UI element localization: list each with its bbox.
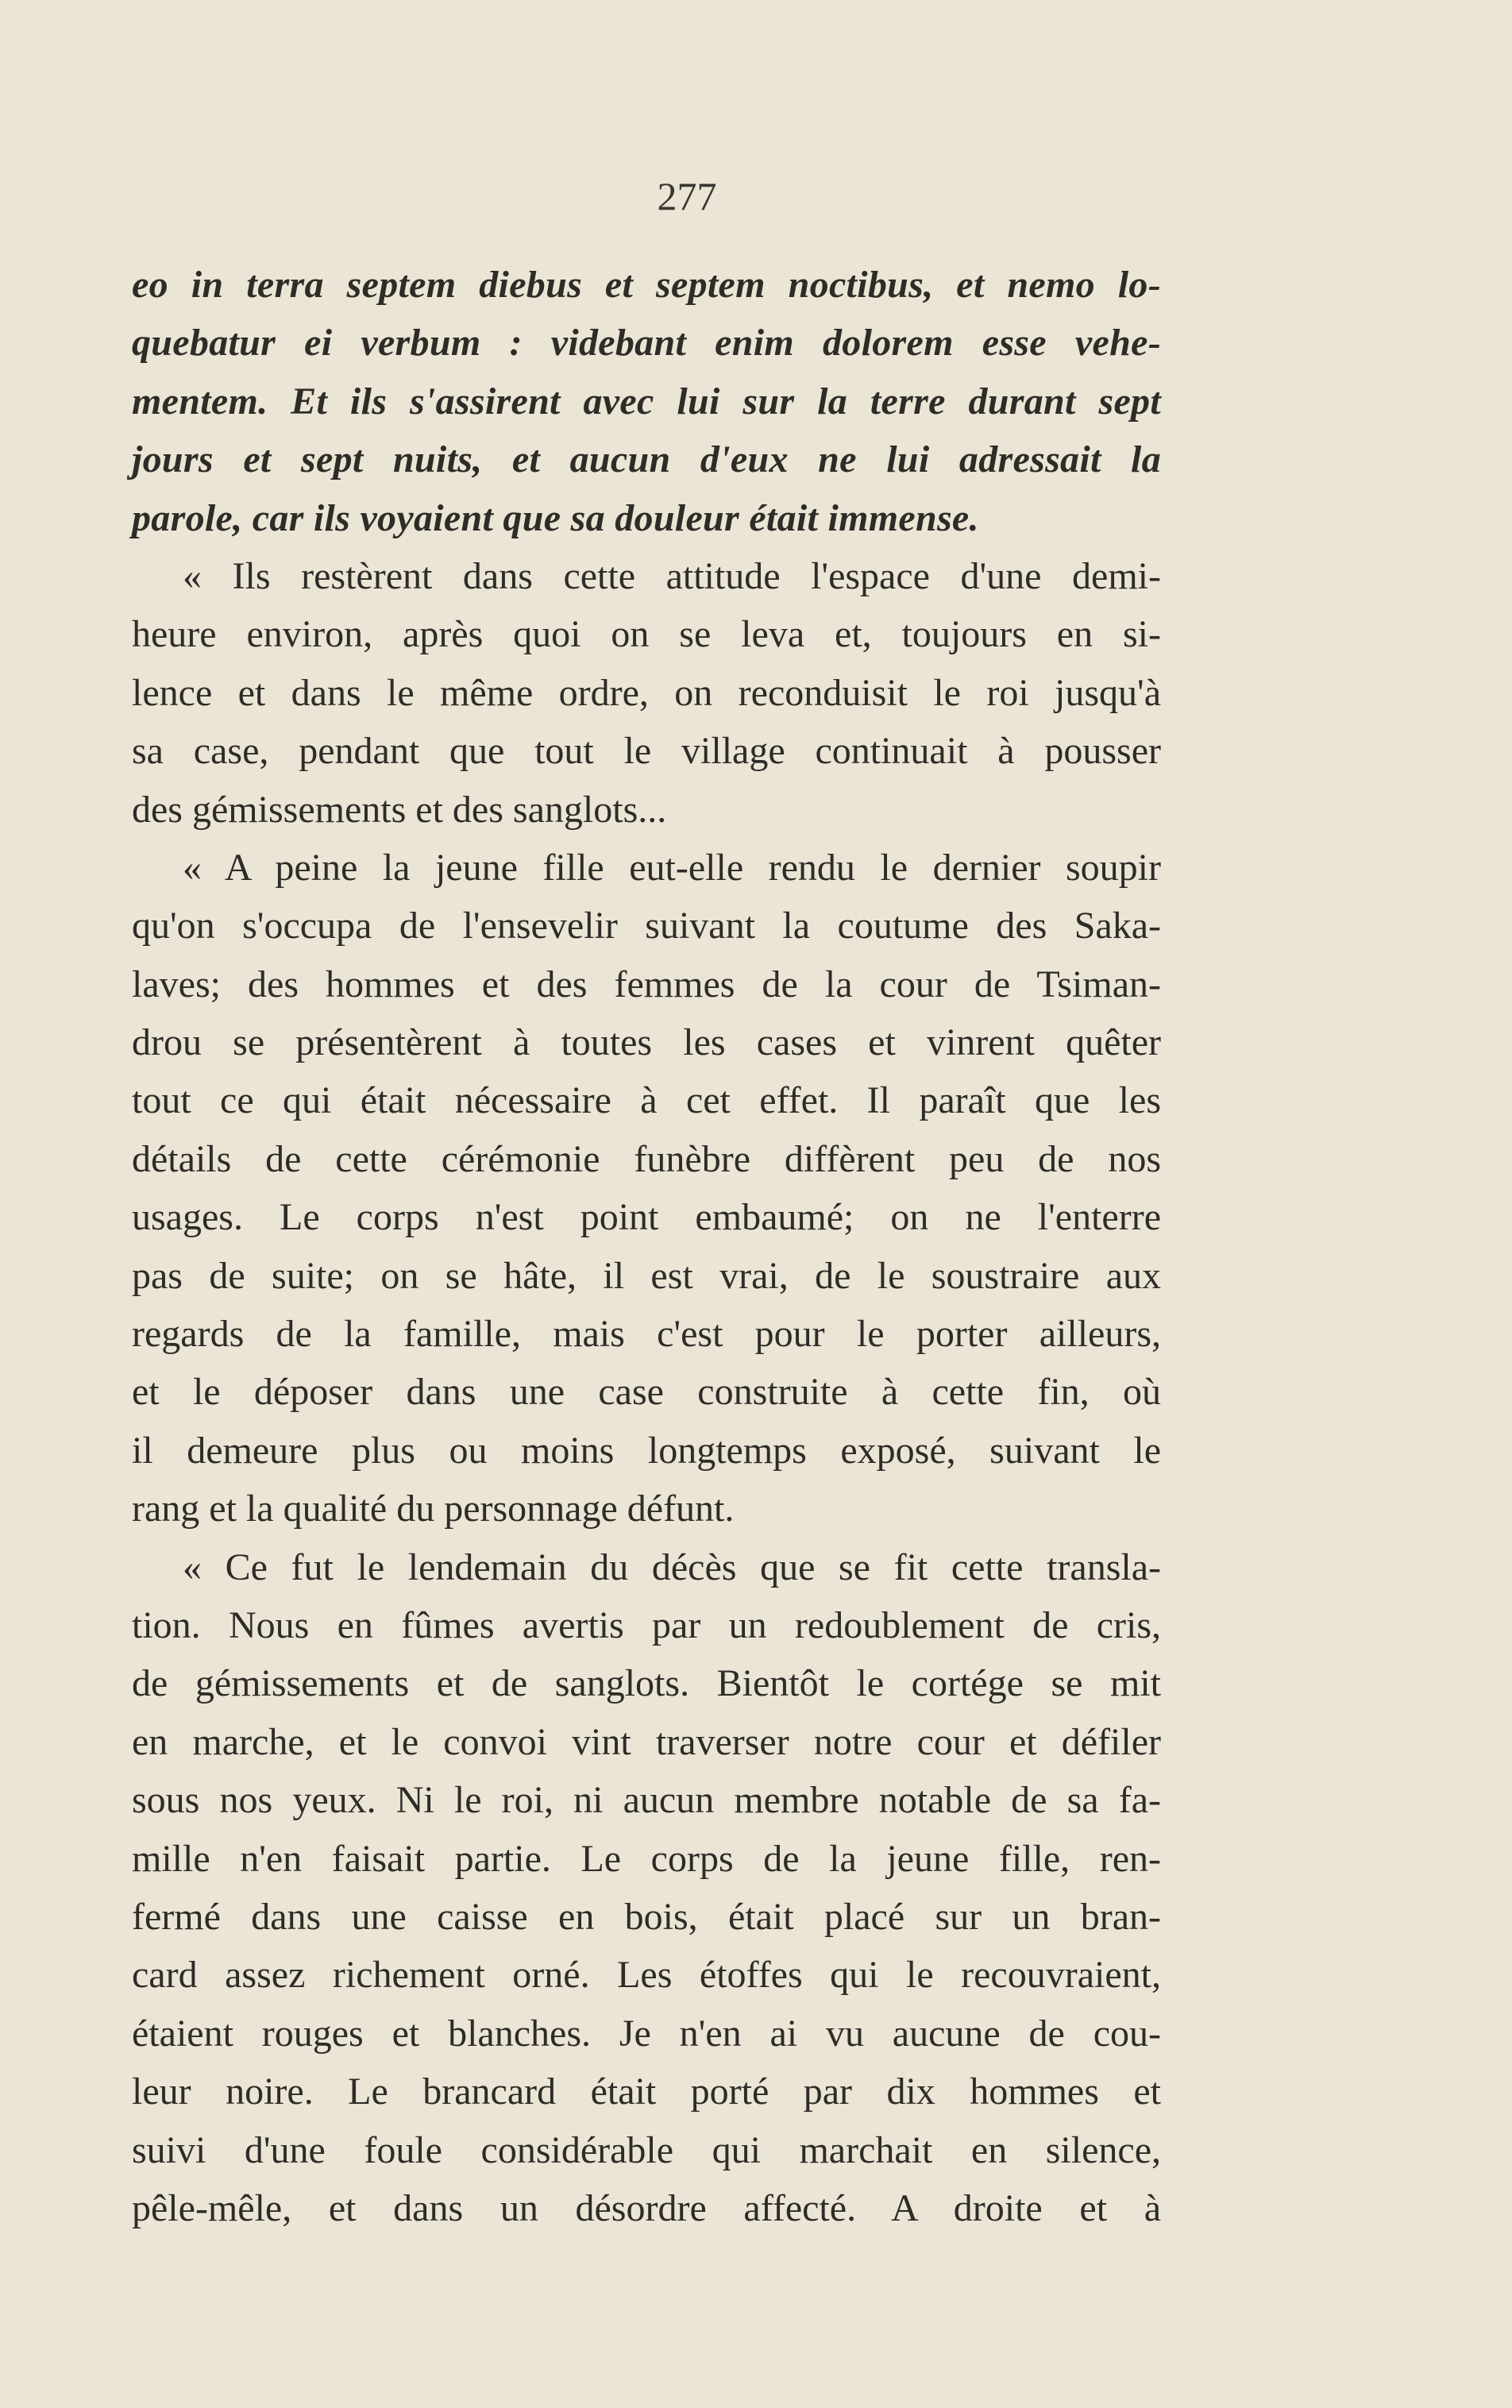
text-line: détails de cette cérémonie funèbre diffèrent peu de nos xyxy=(132,1137,1161,1180)
text-line: suivi d'une foule considérable qui marchait en silence, xyxy=(132,2128,1161,2171)
text-line: usages. Le corps n'est point embaumé; on ne l'enterre xyxy=(132,1196,1161,1239)
text-line: quebatur ei verbum : videbant enim dolorem esse vehe- xyxy=(132,322,1161,365)
body-text xyxy=(132,256,1161,2237)
page-number: 277 xyxy=(657,174,717,218)
text-line: leur noire. Le brancard était porté par dix hommes et xyxy=(132,2070,1161,2113)
text-line: en marche, et le convoi vint traverser notre cour et défiler xyxy=(132,1720,1161,1763)
text-line: mille n'en faisait partie. Le corps de la jeune fille, ren- xyxy=(132,1837,1161,1880)
text-line: tion. Nous en fûmes avertis par un redoublement de cris, xyxy=(132,1603,1161,1646)
text-line: qu'on s'occupa de l'ensevelir suivant la coutume des Saka- xyxy=(132,905,1161,947)
text-line: mentem. Et ils s'assirent avec lui sur la terre durant sept xyxy=(132,380,1161,423)
text-line: rang et la qualité du personnage défunt. xyxy=(132,1488,735,1530)
text-line: card assez richement orné. Les étoffes qui le recouvraient, xyxy=(132,1954,1161,1997)
text-line: fermé dans une caisse en bois, était placé sur un bran- xyxy=(132,1895,1161,1938)
text-line: jours et sept nuits, et aucun d'eux ne lui adressait la xyxy=(132,438,1161,481)
text-line: parole, car ils voyaient que sa douleur était immense. xyxy=(132,496,979,539)
text-line: regards de la famille, mais c'est pour le porter ailleurs, xyxy=(132,1313,1161,1356)
text-line: pêle-mêle, et dans un désordre affecté. A droite et à xyxy=(132,2186,1161,2229)
text-line: « A peine la jeune fille eut-elle rendu le dernier soupir xyxy=(183,846,1161,889)
text-line: « Ce fut le lendemain du décès que se fit cette transla- xyxy=(183,1546,1161,1588)
text-line: et le déposer dans une case construite à cette fin, où xyxy=(132,1371,1161,1414)
text-line: des gémissements et des sanglots... xyxy=(132,788,667,831)
text-line: il demeure plus ou moins longtemps exposé, suivant le xyxy=(132,1429,1161,1472)
text-line: sa case, pendant que tout le village continuait à pousser xyxy=(132,730,1161,773)
text-line: étaient rouges et blanches. Je n'en ai vu aucune de cou- xyxy=(132,2012,1161,2055)
text-line: « Ils restèrent dans cette attitude l'espace d'une demi- xyxy=(183,554,1161,597)
text-line: tout ce qui était nécessaire à cet effet. Il paraît que les xyxy=(132,1079,1161,1122)
text-line: sous nos yeux. Ni le roi, ni aucun membre notable de sa fa- xyxy=(132,1779,1161,1822)
text-line: drou se présentèrent à toutes les cases et vinrent quêter xyxy=(132,1021,1161,1064)
text-line: lence et dans le même ordre, on reconduisit le roi jusqu'à xyxy=(132,671,1161,714)
text-line: eo in terra septem diebus et septem noctibus, et nemo lo- xyxy=(132,264,1161,306)
text-line: pas de suite; on se hâte, il est vrai, de le soustraire aux xyxy=(132,1254,1161,1297)
text-line: de gémissements et de sanglots. Bientôt le cortége se mit xyxy=(132,1662,1161,1705)
text-line: laves; des hommes et des femmes de la cour de Tsiman- xyxy=(132,963,1161,1005)
text-line: heure environ, après quoi on se leva et, toujours en si- xyxy=(132,613,1161,656)
